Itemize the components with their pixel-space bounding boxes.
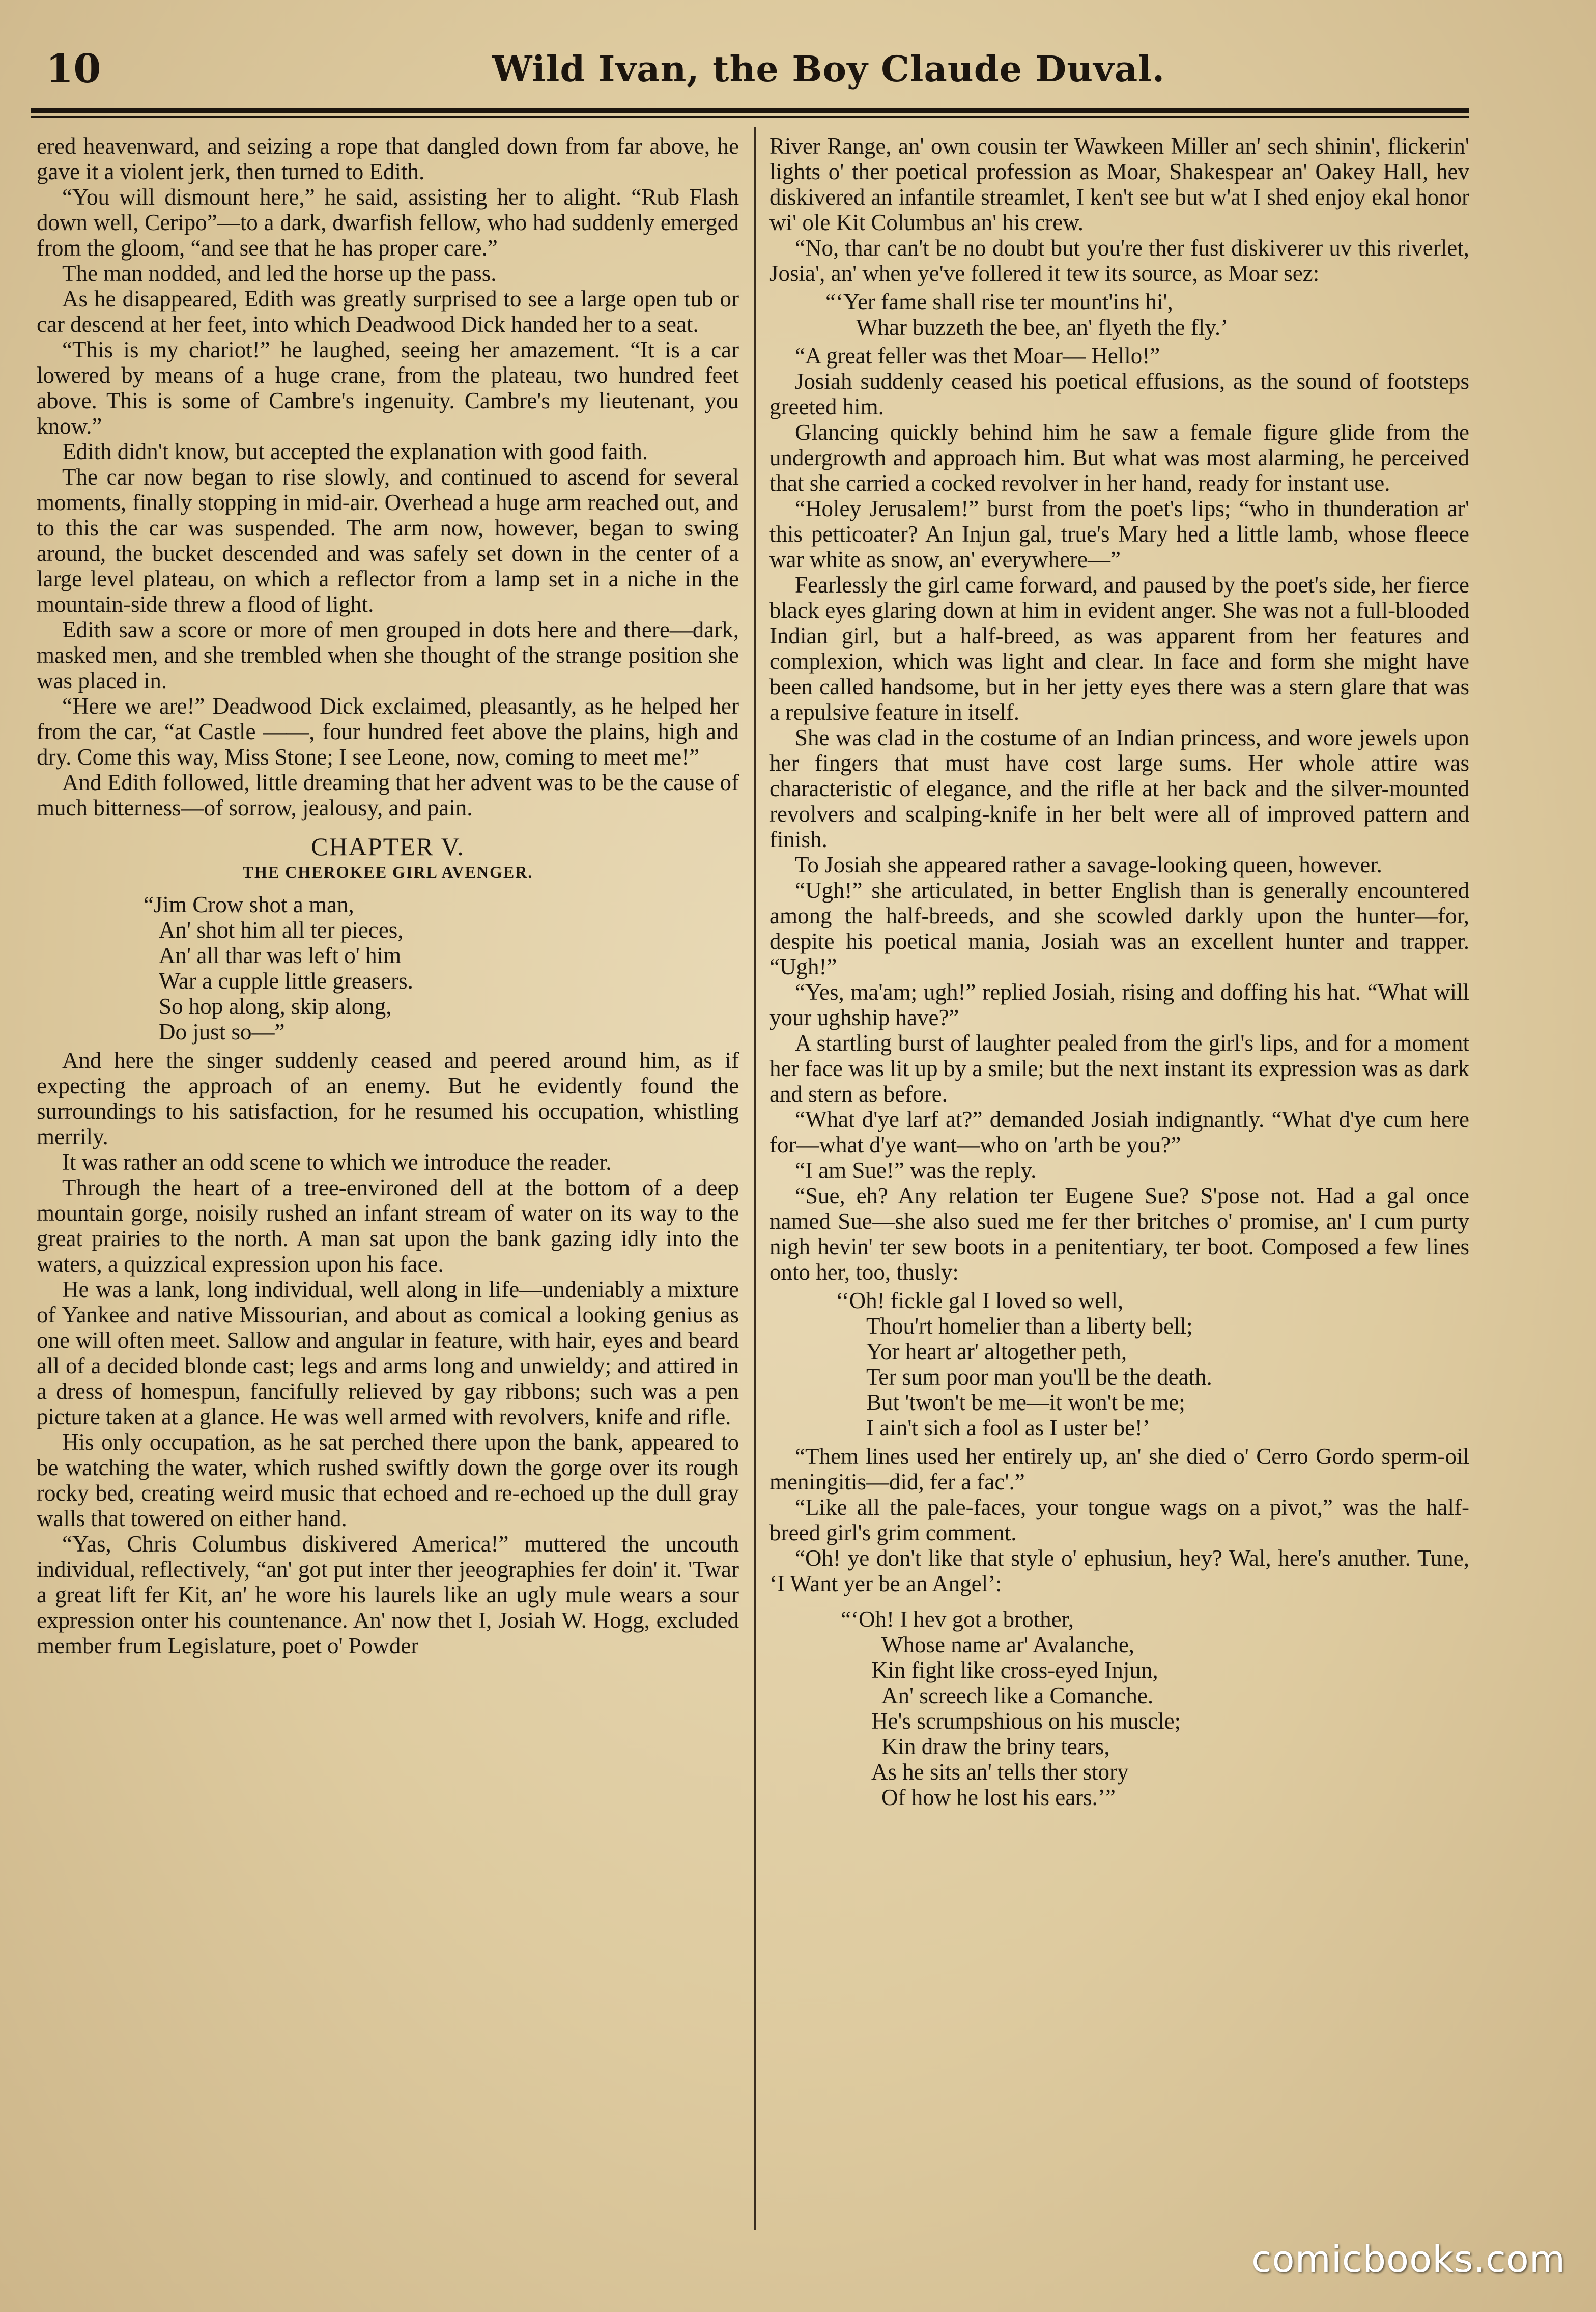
paragraph: The car now began to rise slowly, and continued to ascend for several moments, finally stopping in mid-air. Overhead a huge arm reached out, and to this the car was suspended. The arm now, however, began to swing around, the bucket descended and was safely set down in the center of a large level plateau, on which a reflector from a lamp set in a niche in the mountain-side threw a flood of light. [37,464,739,617]
paragraph: “No, thar can't be no doubt but you're ther fust diskiverer uv this riverlet, Josia', an' when ye've follered it tew its source, as Moar sez: [770,235,1469,286]
verse-line: Of how he lost his ears.’” [881,1785,1116,1810]
paragraph: “Yes, ma'am; ugh!” replied Josiah, rising and doffing his hat. “What will your ughship have?” [770,979,1469,1030]
chapter-subtitle: THE CHEROKEE GIRL AVENGER. [242,863,533,881]
left-column [37,133,739,2246]
paragraph: River Range, an' own cousin ter Wawkeen Miller an' sech shinin', flickerin' lights o' ther poetical profession as Moar, Shakespear an' Oakey Hall, hev diskivered an infantile streamlet, I ken't see but w'at I shed enjoy ekal honor wi' ole Kit Columbus an' his crew. [770,133,1469,235]
paragraph: ered heavenward, and seizing a rope that dangled down from far above, he gave it a violent jerk, then turned to Edith. [37,133,739,184]
paragraph: Josiah suddenly ceased his poetical effusions, as the sound of footsteps greeted him. [770,369,1469,419]
page-header [46,36,1494,102]
verse-line: An' all thar was left o' him [159,943,402,968]
paragraph: “Them lines used her entirely up, an' she died o' Cerro Gordo sperm-oil meningitis—did, fer a fac'.” [770,1444,1469,1495]
paragraph: And Edith followed, little dreaming that her advent was to be the cause of much bitterness—of sorrow, jealousy, and pain. [37,770,739,821]
verse-line: “Jim Crow shot a man, [144,892,354,917]
verse-line: So hop along, skip along, [159,994,392,1019]
running-title: Wild Ivan, the Boy Claude Duval. [492,47,1165,90]
verse-line: Yor heart ar' altogether peth, [866,1339,1127,1364]
watermark: comicbooks.com [1251,2238,1565,2280]
paragraph: Glancing quickly behind him he saw a female figure glide from the undergrowth and approach him. But what was most alarming, he perceived that she carried a cocked revolver in her hand, ready for instant use. [770,419,1469,496]
poem-verse [841,1606,1469,1810]
verse-line: “‘Yer fame shall rise ter mount'ins hi', [825,289,1173,315]
verse-line: I ain't sich a fool as I uster be!’ [866,1415,1150,1441]
paragraph: “Like all the pale-faces, your tongue wags on a pivot,” was the half-breed girl's grim comment. [770,1495,1469,1545]
poem-verse [836,1288,1469,1441]
paragraph: The man nodded, and led the horse up the pass. [62,261,497,286]
paragraph: And here the singer suddenly ceased and peered around him, as if expecting the approach of an enemy. But he evidently found the surroundings to his satisfaction, for he resumed his occupation, whistling merrily. [37,1048,739,1149]
verse-line: Kin fight like cross-eyed Injun, [871,1657,1158,1683]
paragraph: “Yas, Chris Columbus diskivered America!” muttered the uncouth individual, reflectively, “an' got put inter ther jeeographies fer doin' it. 'Twar a great lift fer Kit, an' he wore his laurels like an ugly mule wears a sour expression onter his countenance. An' now thet I, Josiah W. Hogg, excluded member frum Legislature, poet o' Powder [37,1531,739,1658]
page-number: 10 [46,45,101,92]
verse-line: War a cupple little greasers. [159,968,413,994]
paragraph: As he disappeared, Edith was greatly surprised to see a large open tub or car descend at her feet, into which Deadwood Dick handed her to a seat. [37,286,739,337]
column-divider [754,127,756,2230]
paragraph: “I am Sue!” was the reply. [795,1158,1037,1183]
paragraph: “Sue, eh? Any relation ter Eugene Sue? S'pose not. Had a gal once named Sue—she also sued me fer ther britches o' promise, an' I cum purty nigh hevin' ter sew boots in a penitentiary, ter boot. Composed a few lines onto her, too, thusly: [770,1183,1469,1285]
verse-line: Ter sum poor man you'll be the death. [866,1364,1212,1390]
verse-line: An' shot him all ter pieces, [159,917,404,943]
verse-line: He's scrumpshious on his muscle; [871,1708,1181,1734]
paragraph: “Ugh!” she articulated, in better English than is generally encountered among the half-breeds, and she scowled darkly upon the hunter—for, despite his poetical mania, Josiah was an excellent hunter and trapper. “Ugh!” [770,878,1469,979]
verse-line: ‘‘Oh! fickle gal I loved so well, [836,1288,1124,1313]
poem-verse [825,289,1469,340]
paragraph: Edith didn't know, but accepted the explanation with good faith. [62,439,648,464]
verse-line: As he sits an' tells ther story [871,1759,1129,1785]
paragraph: “What d'ye larf at?” demanded Josiah indignantly. “What d'ye cum here for—what d'ye want—who on 'arth be you?” [770,1107,1469,1158]
paragraph: Fearlessly the girl came forward, and paused by the poet's side, her fierce black eyes glaring down at him in evident anger. She was not a full-blooded Indian girl, but a half-breed, as was apparent from her features and complexion, which was light and clear. In face and form she might have been called handsome, but in her jetty eyes there was a stern glare that was a repulsive feature in itself. [770,572,1469,725]
paragraph: It was rather an odd scene to which we introduce the reader. [62,1149,612,1175]
paragraph: Through the heart of a tree-environed dell at the bottom of a deep mountain gorge, noisily rushed an infant stream of water on its way to the great prairies to the north. A man sat upon the bank gazing idly into the waters, a quizzical expression upon his face. [37,1175,739,1277]
paragraph: She was clad in the costume of an Indian princess, and wore jewels upon her fingers that must have cost large sums. Her whole attire was characteristic of elegance, and the rifle at her back and the silver-mounted revolvers and scalping-knife in her belt were all of improved pattern and finish. [770,725,1469,852]
paragraph: “You will dismount here,” he said, assisting her to alight. “Rub Flash down well, Ceripo”—to a dark, dwarfish fellow, who had suddenly emerged from the gloom, “and see that he has proper care.” [37,184,739,261]
verse-line: “‘Oh! I hev got a brother, [841,1606,1074,1632]
verse-line: But 'twon't be me—it won't be me; [866,1390,1185,1415]
chapter-heading: CHAPTER V. [311,832,465,861]
paragraph: He was a lank, long individual, well along in life—undeniably a mixture of Yankee and native Missourian, and about as comical a looking genius as one will often meet. Sallow and angular in feature, with hair, eyes and beard all of a decided blonde cast; legs and arms long and unwieldy; and attired in a dress of homespun, fancifully relieved by gay ribbons; such was a pen picture taken at a glance. He was well armed with revolvers, knife and rifle. [37,1277,739,1429]
header-rule-thin [31,116,1469,118]
song-verse [144,892,739,1045]
paragraph: To Josiah she appeared rather a savage-looking queen, however. [795,852,1382,878]
verse-line: Thou'rt homelier than a liberty bell; [866,1313,1193,1339]
header-rule [31,108,1469,113]
paragraph: Edith saw a score or more of men grouped in dots here and there—dark, masked men, and she trembled when she thought of the strange position she was placed in. [37,617,739,693]
paragraph: “Holey Jerusalem!” burst from the poet's lips; “who in thunderation ar' this petticoater? An Injun gal, true's Mary hed a little lamb, whose fleece war white as snow, an' everywhere—” [770,496,1469,572]
paragraph: A startling burst of laughter pealed from the girl's lips, and for a moment her face was lit up by a smile; but the next instant its expression was as dark and stern as before. [770,1030,1469,1107]
paragraph: His only occupation, as he sat perched there upon the bank, appeared to be watching the water, which rushed swiftly down the gorge over its rough rocky bed, creating weird music that echoed and re-echoed up the dull gray walls that towered on either hand. [37,1429,739,1531]
paragraph: “Oh! ye don't like that style o' ephusiun, hey? Wal, here's anuther. Tune, ‘I Want yer be an Angel’: [770,1545,1469,1596]
paragraph: “A great feller was thet Moar— Hello!” [795,343,1160,369]
paragraph: “Here we are!” Deadwood Dick exclaimed, pleasantly, as he helped her from the car, “at Castle ——, four hundred feet above the plains, high and dry. Come this way, Miss Stone; I see Leone, now, coming to meet me!” [37,693,739,770]
verse-line: Whar buzzeth the bee, an' flyeth the fly.’ [856,315,1229,340]
verse-line: Kin draw the briny tears, [881,1734,1110,1759]
paragraph: “This is my chariot!” he laughed, seeing her amazement. “It is a car lowered by means of a huge crane, from the plateau, two hundred feet above. This is some of Cambre's ingenuity. Cambre's my lieutenant, you know.” [37,337,739,439]
verse-line: Do just so—” [159,1019,285,1045]
verse-line: Whose name ar' Avalanche, [881,1632,1135,1657]
right-column [770,133,1469,2246]
verse-line: An' screech like a Comanche. [881,1683,1154,1708]
